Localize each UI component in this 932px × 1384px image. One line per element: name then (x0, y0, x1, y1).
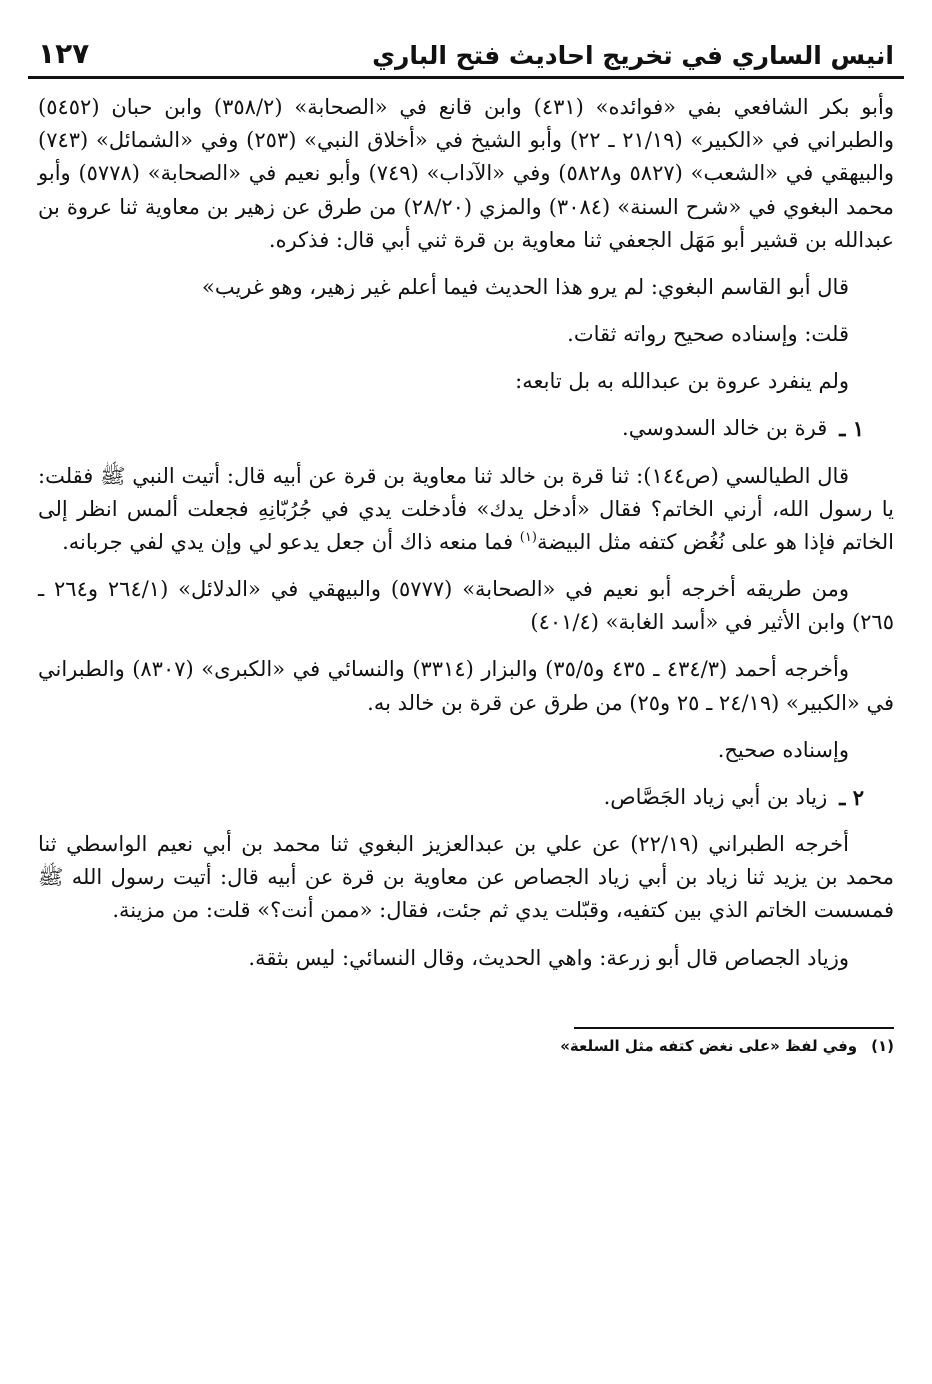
narrator-name: قرة بن خالد السدوسي. (622, 416, 828, 441)
paragraph-tabarani: أخرجه الطبراني (٢٢/١٩) عن علي بن عبدالعزيز البغوي ثنا محمد بن أبي نعيم الواسطي ثنا محمد بن يزيد ثنا زياد بن أبي زياد الجصاص عن معاوية بن قرة عن أبيه قال: أتيت رسول الله ﷺ فمسست الخاتم الذي بين كتفيه، وقبّلت يدي ثم جئت، فقال: «ممن أنت؟» قلت: من مزينة. (38, 832, 894, 923)
paragraph-tayalisi (38, 460, 894, 560)
header-rule (28, 76, 904, 79)
narrator-heading-1 (38, 412, 894, 445)
footnote-text: وفي لفظ «على نغض كتفه مثل السلعة» (560, 1036, 858, 1055)
paragraph-followers-intro: ولم ينفرد عروة بن عبدالله به بل تابعه: (515, 369, 849, 394)
paragraph-baghawi-quote: قال أبو القاسم البغوي: لم يرو هذا الحديث فيما أعلم غير زهير، وهو غريب» (201, 274, 849, 299)
paragraph-jassas-grading: وزياد الجصاص قال أبو زرعة: واهي الحديث، وقال النسائي: ليس بثقة. (248, 945, 849, 970)
footnote-marker: (١) (871, 1036, 894, 1055)
paragraph-grading-2: وإسناده صحيح. (717, 737, 849, 762)
paragraph-abu-nuaym: ومن طريقه أخرجه أبو نعيم في «الصحابة» (٥٧٧٧) والبيهقي في «الدلائل» (٢٦٤/١ و٢٦٤ ـ ٢٦٥) وابن الأثير في «أسد الغابة» (٤٠١/٤) (38, 577, 894, 635)
running-title: انيس الساري في تخريج احاديث فتح الباري (372, 41, 894, 70)
page-header (28, 26, 904, 70)
footnote-rule (574, 1027, 894, 1029)
narrator-heading-2 (38, 781, 894, 814)
narrator-number: ٢ ـ (839, 784, 864, 810)
footnote (28, 1037, 904, 1055)
footnote-reference: (١) (519, 529, 537, 545)
main-text (28, 91, 904, 975)
paragraph-tayalisi-text: قال الطيالسي (ص١٤٤): ثنا قرة بن خالد ثنا معاوية بن قرة عن أبيه قال: أتيت النبي ﷺ فقلت: يا رسول الله، أرني الخاتم؟ فقال «أدخل يدك» فأدخلت يدي في جُرُبّانِهِ فجعلت ألمس انظر إلى الخاتم فإذا هو على نُغُض كتفه مثل البيضة (38, 463, 894, 554)
paragraph-grading: قلت: وإسناده صحيح رواته ثقات. (567, 322, 849, 347)
paragraph-ahmad: وأخرجه أحمد (٤٣٤/٣ ـ ٤٣٥ و٣٥/٥) والبزار (٣٣١٤) والنسائي في «الكبرى» (٨٣٠٧) والطبراني في «الكبير» (٢٤/١٩ ـ ٢٥ و٢٥) من طرق عن قرة بن خالد به. (38, 657, 894, 715)
page-number: ١٢٧ (38, 37, 90, 70)
paragraph-tayalisi-end: فما منعه ذاك أن جعل يدعو لي وإن يدي لفي جربانه. (62, 529, 520, 554)
narrator-number: ١ ـ (839, 416, 864, 442)
paragraph-sources: وأبو بكر الشافعي بفي «فوائده» (٤٣١) وابن قانع في «الصحابة» (٣٥٨/٢) وابن حبان (٥٤٥٢) والطبراني في «الكبير» (٢١/١٩ ـ ٢٢) وأبو الشيخ في «أخلاق النبي» (٢٥٣) وفي «الشمائل» (٧٤٣) والبيهقي في «الشعب» (٥٨٢٧ و٥٨٢٨) وفي «الآداب» (٧٤٩) وأبو نعيم في «الصحابة» (٥٧٧٨) وأبو محمد البغوي في «شرح السنة» (٣٠٨٤) والمزي (٢٨/٢٠) من طرق عن زهير بن معاوية ثنا عروة بن عبدالله بن قشير أبو مَهَل الجعفي ثنا معاوية بن قرة ثني أبي قال: فذكره. (38, 95, 894, 252)
narrator-name: زياد بن أبي زياد الجَصَّاص. (603, 784, 828, 809)
